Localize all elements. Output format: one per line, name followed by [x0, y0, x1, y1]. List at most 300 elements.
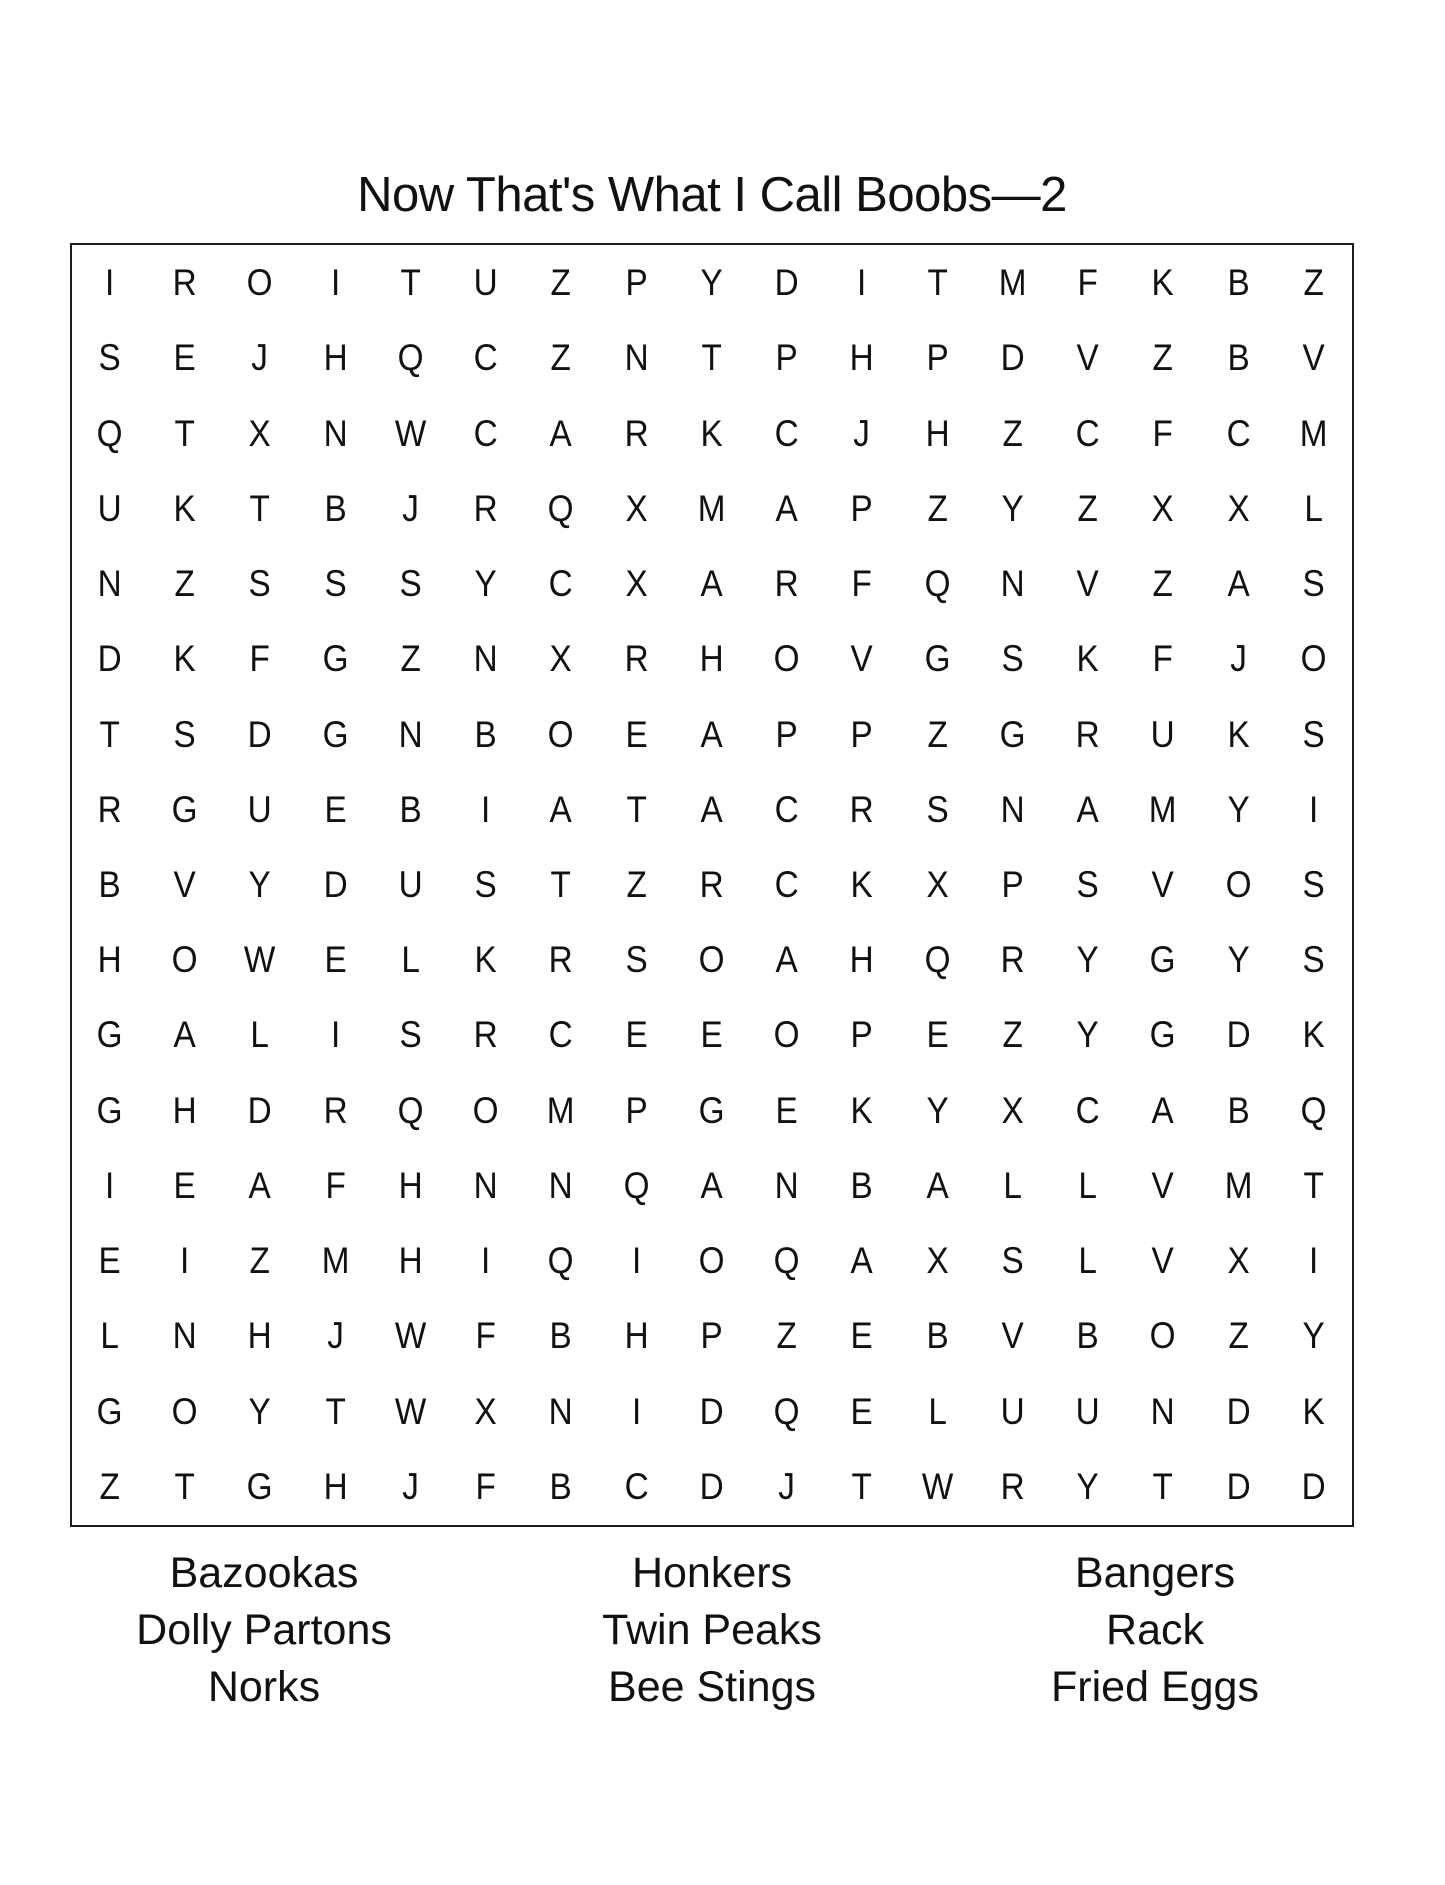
grid-letter-cell: O	[773, 1014, 800, 1056]
grid-letter-cell: T	[1152, 1465, 1174, 1507]
grid-letter-cell: W	[921, 1465, 953, 1507]
grid-letter-cell: Z	[249, 1240, 271, 1282]
grid-letter-cell: D	[248, 713, 273, 755]
word-list-column-2	[498, 1545, 926, 1716]
grid-letter-cell: B	[549, 1465, 573, 1507]
grid-letter-cell: Y	[926, 1089, 949, 1131]
grid-letter-cell: S	[1302, 939, 1325, 981]
grid-letter-cell: K	[850, 863, 874, 905]
grid-letter-cell: Q	[773, 1390, 800, 1432]
grid-letter-cell: V	[850, 638, 874, 680]
grid-letter-cell: I	[481, 788, 491, 830]
grid-letter-cell: O	[247, 262, 274, 304]
grid-letter-cell: T	[400, 262, 421, 304]
grid-letter-cell: K	[1227, 713, 1250, 755]
grid-letter-cell: C	[774, 412, 799, 454]
grid-letter-cell: H	[624, 1315, 649, 1357]
grid-letter-cell: N	[624, 337, 649, 379]
grid-letter-cell: T	[550, 863, 572, 905]
grid-letter-cell: J	[778, 1465, 796, 1507]
grid-letter-cell: N	[548, 1164, 574, 1206]
grid-letter-cell: K	[700, 412, 723, 454]
grid-letter-cell: P	[625, 262, 648, 304]
grid-letter-cell: Q	[623, 1164, 650, 1206]
word-list	[70, 1545, 1354, 1716]
grid-letter-cell: Q	[548, 487, 574, 529]
grid-letter-cell: Z	[776, 1315, 797, 1357]
grid-letter-cell: D	[1226, 1465, 1251, 1507]
grid-letter-cell: O	[548, 713, 574, 755]
grid-letter-cell: G	[1149, 1014, 1176, 1056]
word-item: Norks	[207, 1663, 321, 1711]
puzzle-title: Now That's What I Call Boobs—2	[357, 168, 1067, 222]
grid-letter-cell: Y	[1076, 939, 1099, 981]
grid-letter-cell: O	[1300, 638, 1327, 680]
grid-letter-cell: F	[249, 638, 271, 680]
grid-letter-cell: R	[323, 1089, 348, 1131]
word-item: Twin Peaks	[602, 1606, 822, 1654]
grid-letter-cell: J	[251, 337, 269, 379]
grid-letter-cell: V	[1001, 1315, 1024, 1357]
grid-letter-cell: R	[699, 863, 724, 905]
grid-letter-cell: S	[1001, 638, 1024, 680]
word-item: Bazookas	[169, 1549, 359, 1597]
grid-letter-cell: W	[244, 939, 276, 981]
grid-letter-cell: V	[1076, 563, 1099, 605]
grid-letter-cell: K	[1151, 262, 1175, 304]
grid-letter-cell: M	[697, 487, 726, 529]
grid-letter-cell: T	[99, 713, 120, 755]
grid-letter-cell: O	[171, 1390, 198, 1432]
grid-letter-cell: M	[547, 1089, 575, 1131]
grid-letter-cell: Z	[927, 713, 948, 755]
grid-letter-cell: W	[394, 412, 427, 454]
grid-letter-cell: D	[323, 863, 348, 905]
grid-letter-cell: Z	[1002, 1014, 1023, 1056]
word-item: Dolly Partons	[136, 1606, 392, 1654]
grid-letter-cell: A	[700, 1164, 723, 1206]
grid-letter-cell: X	[1001, 1089, 1024, 1131]
grid-letter-cell: W	[394, 1390, 427, 1432]
grid-letter-cell: B	[98, 863, 121, 905]
grid-letter-cell: R	[624, 412, 649, 454]
grid-letter-cell: D	[248, 1089, 273, 1131]
grid-letter-cell: P	[775, 713, 798, 755]
grid-letter-cell: B	[926, 1315, 949, 1357]
grid-letter-cell: Y	[1076, 1014, 1099, 1056]
grid-letter-cell: R	[1075, 713, 1100, 755]
grid-letter-cell: Y	[248, 863, 272, 905]
grid-letter-cell: D	[699, 1465, 724, 1507]
grid-letter-cell: R	[774, 563, 799, 605]
grid-letter-cell: F	[851, 563, 873, 605]
grid-letter-cell: A	[173, 1014, 196, 1056]
grid-letter-cell: N	[1000, 788, 1025, 830]
word-item: Fried Eggs	[1051, 1663, 1259, 1711]
grid-letter-cell: P	[625, 1089, 648, 1131]
grid-letter-cell: Q	[96, 412, 123, 454]
grid-letter-cell: L	[1078, 1164, 1097, 1206]
grid-letter-cell: C	[548, 563, 574, 605]
grid-letter-cell: A	[549, 788, 573, 830]
grid-letter-cell: F	[1152, 412, 1174, 454]
grid-letter-cell: X	[1227, 1240, 1250, 1282]
grid-letter-cell: H	[699, 638, 724, 680]
grid-letter-cell: S	[1302, 713, 1325, 755]
grid-letter-cell: Z	[174, 563, 196, 605]
grid-letter-cell: S	[474, 863, 497, 905]
grid-letter-cell: O	[472, 1089, 499, 1131]
grid-letter-cell: R	[548, 939, 574, 981]
grid-letter-cell: N	[1150, 1390, 1175, 1432]
grid-letter-cell: R	[1000, 939, 1025, 981]
grid-letter-cell: A	[248, 1164, 272, 1206]
grid-letter-cell: T	[626, 788, 647, 830]
grid-letter-cell: N	[473, 1164, 498, 1206]
grid-letter-cell: R	[172, 262, 197, 304]
grid-letter-cell: D	[1000, 337, 1025, 379]
grid-letter-cell: C	[624, 1465, 649, 1507]
grid-letter-cell: X	[926, 1240, 949, 1282]
grid-letter-cell: W	[394, 1315, 427, 1357]
grid-letter-cell: H	[97, 939, 122, 981]
grid-letter-cell: F	[475, 1315, 496, 1357]
grid-letter-cell: E	[625, 1014, 648, 1056]
grid-letter-cell: C	[1226, 412, 1251, 454]
grid-letter-cell: B	[324, 487, 347, 529]
grid-letter-cell: K	[173, 638, 196, 680]
grid-letter-cell: C	[1075, 1089, 1100, 1131]
grid-letter-cell: G	[1149, 939, 1176, 981]
grid-letter-cell: D	[1301, 1465, 1326, 1507]
grid-letter-cell: P	[700, 1315, 723, 1357]
grid-letter-cell: H	[398, 1164, 423, 1206]
grid-letter-cell: A	[1227, 563, 1250, 605]
grid-letter-cell: E	[850, 1315, 874, 1357]
grid-letter-cell: P	[1001, 863, 1024, 905]
grid-letter-cell: T	[851, 1465, 873, 1507]
grid-letter-cell: S	[324, 563, 347, 605]
grid-letter-cell: S	[926, 788, 949, 830]
grid-letter-cell: S	[1076, 863, 1099, 905]
grid-letter-cell: E	[98, 1240, 121, 1282]
grid-letter-cell: H	[172, 1089, 197, 1131]
grid-letter-cell: Z	[400, 638, 421, 680]
grid-letter-cell: S	[1302, 563, 1325, 605]
grid-letter-cell: Z	[550, 337, 572, 379]
grid-letter-cell: H	[398, 1240, 423, 1282]
grid-letter-cell: G	[999, 713, 1026, 755]
grid-letter-cell: Z	[1002, 412, 1023, 454]
grid-letter-cell: K	[1076, 638, 1099, 680]
grid-letter-cell: K	[850, 1089, 874, 1131]
grid-letter-cell: T	[927, 262, 948, 304]
grid-letter-cell: Q	[924, 563, 951, 605]
grid-letter-cell: N	[1000, 563, 1025, 605]
grid-letter-cell: G	[96, 1089, 123, 1131]
grid-letter-cell: U	[248, 788, 273, 830]
grid-letter-cell: A	[775, 939, 798, 981]
grid-letter-cell: G	[247, 1465, 274, 1507]
grid-letter-cell: Y	[1227, 939, 1250, 981]
grid-letter-cell: G	[171, 788, 198, 830]
grid-letter-cell: N	[398, 713, 423, 755]
grid-letter-cell: T	[1303, 1164, 1324, 1206]
grid-letter-cell: I	[104, 1164, 115, 1206]
grid-letter-cell: J	[402, 487, 419, 529]
grid-letter-cell: D	[97, 638, 122, 680]
grid-letter-cell: S	[399, 563, 422, 605]
grid-letter-cell: A	[700, 713, 723, 755]
grid-letter-cell: Y	[1076, 1465, 1099, 1507]
grid-letter-cell: N	[473, 638, 498, 680]
grid-letter-cell: B	[399, 788, 422, 830]
grid-letter-cell: O	[1149, 1315, 1176, 1357]
grid-letter-cell: O	[698, 1240, 725, 1282]
grid-letter-cell: A	[775, 487, 798, 529]
grid-letter-cell: E	[775, 1089, 798, 1131]
grid-letter-cell: G	[322, 638, 349, 680]
grid-letter-cell: Z	[1152, 563, 1174, 605]
grid-letter-cell: F	[1152, 638, 1174, 680]
grid-letter-cell: A	[850, 1240, 874, 1282]
grid-letter-cell: P	[926, 337, 949, 379]
grid-letter-cell: Q	[1300, 1089, 1327, 1131]
grid-letter-cell: H	[248, 1315, 273, 1357]
grid-letter-cell: H	[323, 1465, 348, 1507]
grid-letter-cell: V	[1151, 863, 1175, 905]
grid-letter-cell: X	[625, 563, 648, 605]
grid-letter-cell: X	[474, 1390, 497, 1432]
grid-letter-cell: C	[774, 788, 799, 830]
grid-letter-cell: N	[323, 412, 348, 454]
grid-letter-cell: H	[925, 412, 950, 454]
grid-letter-cell: B	[1227, 262, 1250, 304]
grid-letter-cell: U	[473, 262, 498, 304]
word-item: Bangers	[1074, 1549, 1236, 1597]
grid-letter-cell: V	[173, 863, 196, 905]
grid-letter-cell: M	[321, 1240, 350, 1282]
grid-letter-cell: Y	[474, 563, 497, 605]
grid-letter-cell: O	[1225, 863, 1252, 905]
grid-letter-cell: J	[1229, 638, 1247, 680]
grid-letter-cell: R	[624, 638, 649, 680]
grid-letter-cell: B	[549, 1315, 573, 1357]
grid-letter-cell: O	[698, 939, 725, 981]
grid-letter-cell: D	[774, 262, 799, 304]
grid-letter-cell: M	[1149, 788, 1177, 830]
grid-letter-cell: C	[774, 863, 799, 905]
grid-letter-cell: Z	[1227, 1315, 1249, 1357]
grid-letter-cell: I	[104, 262, 115, 304]
grid-letter-cell: A	[700, 563, 723, 605]
grid-letter-cell: P	[850, 713, 874, 755]
grid-letter-cell: T	[249, 487, 271, 529]
grid-letter-cell: E	[173, 337, 196, 379]
grid-letter-cell: B	[1227, 1089, 1250, 1131]
grid-letter-cell: L	[1078, 1240, 1097, 1282]
grid-letter-cell: I	[1308, 1240, 1318, 1282]
grid-letter-cell: U	[1075, 1390, 1100, 1432]
grid-letter-cell: V	[1151, 1240, 1175, 1282]
grid-letter-cell: B	[474, 713, 497, 755]
grid-letter-cell: A	[1076, 788, 1099, 830]
grid-letter-cell: O	[773, 638, 800, 680]
grid-letter-cell: B	[850, 1164, 874, 1206]
grid-letter-cell: P	[850, 1014, 874, 1056]
grid-letter-cell: D	[1226, 1390, 1251, 1432]
grid-letter-cell: T	[174, 1465, 196, 1507]
grid-letter-cell: R	[849, 788, 874, 830]
grid-letter-cell: O	[171, 939, 198, 981]
grid-letter-cell: K	[173, 487, 196, 529]
grid-letter-cell: K	[1302, 1390, 1325, 1432]
grid-letter-cell: Q	[924, 939, 951, 981]
grid-letter-cell: E	[700, 1014, 723, 1056]
grid-letter-cell: N	[548, 1390, 574, 1432]
grid-letter-cell: X	[625, 487, 648, 529]
grid-letter-cell: Z	[1077, 487, 1098, 529]
grid-letter-cell: D	[699, 1390, 724, 1432]
grid-letter-cell: L	[1003, 1164, 1022, 1206]
grid-letter-cell: Q	[548, 1240, 574, 1282]
grid-letter-cell: X	[248, 412, 272, 454]
grid-letter-cell: L	[1304, 487, 1323, 529]
grid-letter-cell: U	[1000, 1390, 1025, 1432]
word-search-grid-box	[70, 243, 1354, 1527]
grid-letter-cell: S	[98, 337, 121, 379]
grid-letter-cell: Z	[550, 262, 572, 304]
letter-grid	[72, 245, 1351, 1524]
grid-letter-cell: A	[1151, 1089, 1175, 1131]
grid-letter-cell: A	[700, 788, 723, 830]
grid-letter-cell: V	[1076, 337, 1099, 379]
grid-letter-cell: C	[473, 412, 498, 454]
grid-letter-cell: N	[774, 1164, 799, 1206]
grid-letter-cell: M	[1299, 412, 1328, 454]
grid-letter-cell: G	[924, 638, 951, 680]
grid-letter-cell: Y	[1227, 788, 1250, 830]
grid-letter-cell: Z	[626, 863, 647, 905]
grid-letter-cell: U	[398, 863, 423, 905]
grid-letter-cell: C	[473, 337, 498, 379]
grid-letter-cell: Y	[1001, 487, 1024, 529]
grid-letter-cell: S	[625, 939, 648, 981]
grid-letter-cell: L	[927, 1390, 947, 1432]
grid-letter-cell: S	[1001, 1240, 1024, 1282]
grid-letter-cell: Q	[773, 1240, 800, 1282]
grid-letter-cell: Y	[700, 262, 723, 304]
grid-letter-cell: S	[248, 563, 272, 605]
grid-letter-cell: X	[1227, 487, 1250, 529]
grid-letter-cell: S	[1302, 863, 1325, 905]
grid-letter-cell: J	[326, 1315, 344, 1357]
grid-letter-cell: F	[475, 1465, 496, 1507]
grid-letter-cell: F	[325, 1164, 346, 1206]
grid-letter-cell: I	[631, 1390, 641, 1432]
grid-letter-cell: E	[324, 788, 347, 830]
word-list-column-3	[926, 1545, 1384, 1716]
word-item: Honkers	[631, 1549, 793, 1597]
grid-letter-cell: F	[1077, 262, 1098, 304]
grid-letter-cell: K	[1302, 1014, 1325, 1056]
grid-letter-cell: Z	[99, 1465, 120, 1507]
grid-letter-cell: I	[481, 1240, 491, 1282]
grid-letter-cell: G	[698, 1089, 725, 1131]
grid-letter-cell: R	[97, 788, 122, 830]
grid-letter-cell: Z	[1303, 262, 1324, 304]
grid-letter-cell: L	[250, 1014, 270, 1056]
grid-letter-cell: M	[1224, 1164, 1253, 1206]
grid-letter-cell: X	[549, 638, 573, 680]
grid-letter-cell: S	[399, 1014, 422, 1056]
grid-letter-cell: D	[1226, 1014, 1251, 1056]
grid-letter-cell: K	[474, 939, 497, 981]
grid-letter-cell: I	[1308, 788, 1318, 830]
grid-letter-cell: P	[775, 337, 798, 379]
grid-letter-cell: L	[401, 939, 420, 981]
grid-letter-cell: E	[324, 939, 347, 981]
grid-letter-cell: E	[850, 1390, 874, 1432]
grid-letter-cell: R	[473, 1014, 498, 1056]
grid-letter-cell: I	[180, 1240, 190, 1282]
grid-letter-cell: R	[1000, 1465, 1025, 1507]
grid-letter-cell: I	[857, 262, 867, 304]
grid-letter-cell: Y	[248, 1390, 272, 1432]
grid-letter-cell: C	[1075, 412, 1100, 454]
grid-letter-cell: A	[549, 412, 573, 454]
grid-letter-cell: J	[402, 1465, 419, 1507]
grid-letter-cell: E	[926, 1014, 949, 1056]
grid-letter-cell: U	[1150, 713, 1175, 755]
grid-letter-cell: B	[1076, 1315, 1099, 1357]
grid-letter-cell: X	[926, 863, 949, 905]
grid-letter-cell: Y	[1302, 1315, 1325, 1357]
grid-letter-cell: C	[548, 1014, 574, 1056]
grid-letter-cell: A	[926, 1164, 949, 1206]
grid-letter-cell: Q	[397, 337, 424, 379]
grid-letter-cell: H	[323, 337, 348, 379]
grid-letter-cell: R	[473, 487, 498, 529]
grid-letter-cell: I	[330, 1014, 340, 1056]
grid-letter-cell: J	[853, 412, 871, 454]
grid-letter-cell: Z	[1152, 337, 1174, 379]
grid-letter-cell: Z	[927, 487, 948, 529]
grid-letter-cell: L	[100, 1315, 119, 1357]
grid-letter-cell: I	[631, 1240, 641, 1282]
grid-letter-cell: M	[998, 262, 1027, 304]
grid-letter-cell: E	[625, 713, 648, 755]
grid-letter-cell: X	[1151, 487, 1175, 529]
grid-letter-cell: B	[1227, 337, 1250, 379]
grid-letter-cell: U	[97, 487, 122, 529]
grid-letter-cell: T	[701, 337, 722, 379]
word-item: Bee Stings	[608, 1663, 816, 1711]
grid-letter-cell: G	[96, 1390, 123, 1432]
grid-letter-cell: I	[330, 262, 340, 304]
grid-letter-cell: T	[325, 1390, 346, 1432]
grid-letter-cell: N	[172, 1315, 197, 1357]
grid-letter-cell: N	[97, 563, 122, 605]
grid-letter-cell: H	[849, 337, 874, 379]
grid-letter-cell: S	[173, 713, 196, 755]
grid-letter-cell: V	[1151, 1164, 1175, 1206]
grid-letter-cell: V	[1302, 337, 1325, 379]
grid-letter-cell: T	[174, 412, 196, 454]
grid-letter-cell: H	[849, 939, 874, 981]
grid-letter-cell: E	[173, 1164, 196, 1206]
word-item: Rack	[1106, 1606, 1204, 1654]
